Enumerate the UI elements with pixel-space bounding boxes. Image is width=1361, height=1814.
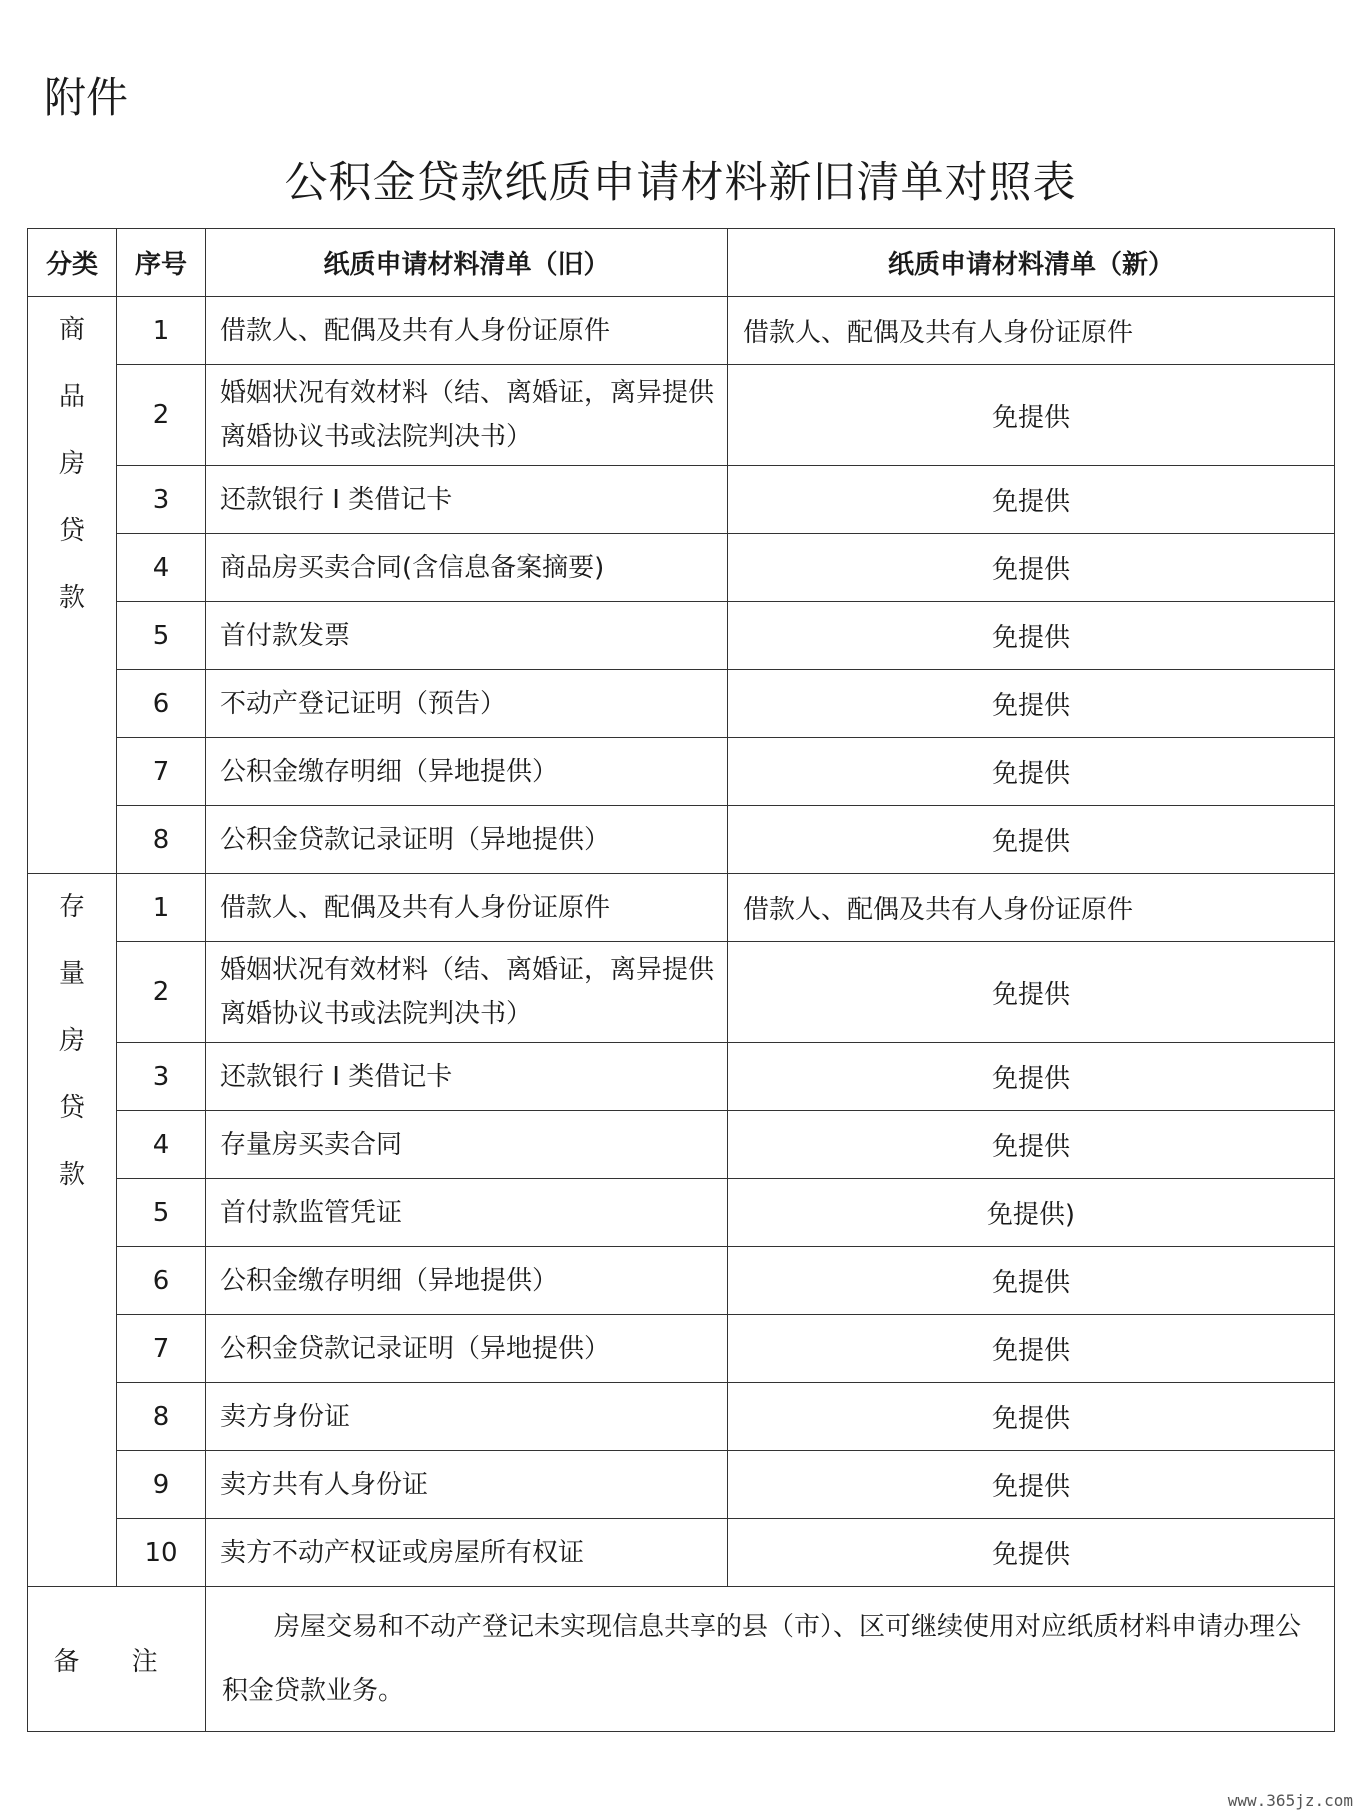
header-seq: 序号 (117, 229, 206, 297)
category-char: 存 (58, 892, 85, 922)
old-material-cell: 不动产登记证明（预告） (206, 670, 728, 738)
old-material-cell: 公积金贷款记录证明（异地提供） (206, 1315, 728, 1383)
category-char: 房 (58, 1026, 85, 1056)
header-old-list: 纸质申请材料清单（旧） (206, 229, 728, 297)
old-material-cell: 借款人、配偶及共有人身份证原件 (206, 874, 728, 942)
new-material-cell: 免提供 (728, 466, 1335, 534)
remark-label: 备 注 (28, 1587, 206, 1732)
new-material-cell: 免提供 (728, 1043, 1335, 1111)
old-material-cell: 卖方不动产权证或房屋所有权证 (206, 1519, 728, 1587)
seq-cell: 10 (117, 1519, 206, 1587)
seq-cell: 8 (117, 806, 206, 874)
seq-cell: 3 (117, 466, 206, 534)
old-material-cell: 首付款监管凭证 (206, 1179, 728, 1247)
seq-cell: 1 (117, 874, 206, 942)
remark-row (28, 1587, 1335, 1732)
table-row (28, 1179, 1335, 1247)
seq-cell: 7 (117, 1315, 206, 1383)
old-material-cell: 公积金缴存明细（异地提供） (206, 1247, 728, 1315)
table-row (28, 1315, 1335, 1383)
table-row (28, 942, 1335, 1043)
category-char: 量 (58, 959, 85, 989)
table-row (28, 1451, 1335, 1519)
table-row (28, 1247, 1335, 1315)
table-row (28, 738, 1335, 806)
seq-cell: 2 (117, 365, 206, 466)
new-material-cell: 免提供 (728, 534, 1335, 602)
table-header-row (28, 229, 1335, 297)
document-title: 公积金贷款纸质申请材料新旧清单对照表 (284, 158, 1077, 208)
new-material-cell: 免提供 (728, 1247, 1335, 1315)
table-row (28, 365, 1335, 466)
category-cell (28, 297, 117, 874)
table-row (28, 1043, 1335, 1111)
old-material-cell: 还款银行 I 类借记卡 (206, 466, 728, 534)
seq-cell: 5 (117, 1179, 206, 1247)
header-new-list: 纸质申请材料清单（新） (728, 229, 1335, 297)
new-material-cell: 免提供 (728, 365, 1335, 466)
new-material-cell: 免提供) (728, 1179, 1335, 1247)
watermark: www.365jz.com (1227, 1791, 1353, 1810)
table-row (28, 297, 1335, 365)
seq-cell: 4 (117, 534, 206, 602)
old-material-cell: 首付款发票 (206, 602, 728, 670)
old-material-cell: 存量房买卖合同 (206, 1111, 728, 1179)
new-material-cell: 借款人、配偶及共有人身份证原件 (728, 874, 1335, 942)
new-material-cell: 免提供 (728, 1315, 1335, 1383)
new-material-cell: 免提供 (728, 942, 1335, 1043)
category-char: 品 (58, 382, 85, 412)
header-category: 分类 (28, 229, 117, 297)
category-char: 贷 (58, 1093, 85, 1123)
old-material-cell: 卖方共有人身份证 (206, 1451, 728, 1519)
new-material-cell: 借款人、配偶及共有人身份证原件 (728, 297, 1335, 365)
table-row (28, 534, 1335, 602)
new-material-cell: 免提供 (728, 1111, 1335, 1179)
table-body (28, 297, 1335, 1587)
new-material-cell: 免提供 (728, 1451, 1335, 1519)
seq-cell: 6 (117, 1247, 206, 1315)
seq-cell: 1 (117, 297, 206, 365)
table-row (28, 874, 1335, 942)
category-char: 贷 (58, 516, 85, 546)
old-material-cell: 还款银行 I 类借记卡 (206, 1043, 728, 1111)
table-row (28, 602, 1335, 670)
old-material-cell: 借款人、配偶及共有人身份证原件 (206, 297, 728, 365)
category-char: 房 (58, 449, 85, 479)
category-cell (28, 874, 117, 1587)
old-material-cell: 公积金贷款记录证明（异地提供） (206, 806, 728, 874)
seq-cell: 2 (117, 942, 206, 1043)
category-char: 款 (58, 583, 85, 613)
category-char: 款 (58, 1160, 85, 1190)
table-row (28, 806, 1335, 874)
table-row (28, 1111, 1335, 1179)
old-material-cell: 婚姻状况有效材料（结、离婚证，离异提供离婚协议书或法院判决书） (206, 365, 728, 466)
old-material-cell: 公积金缴存明细（异地提供） (206, 738, 728, 806)
attachment-label: 附件 (44, 73, 129, 122)
seq-cell: 9 (117, 1451, 206, 1519)
old-material-cell: 婚姻状况有效材料（结、离婚证，离异提供离婚协议书或法院判决书） (206, 942, 728, 1043)
seq-cell: 5 (117, 602, 206, 670)
new-material-cell: 免提供 (728, 806, 1335, 874)
seq-cell: 8 (117, 1383, 206, 1451)
table-row (28, 466, 1335, 534)
seq-cell: 7 (117, 738, 206, 806)
old-material-cell: 卖方身份证 (206, 1383, 728, 1451)
new-material-cell: 免提供 (728, 1519, 1335, 1587)
new-material-cell: 免提供 (728, 1383, 1335, 1451)
remark-text: 房屋交易和不动产登记未实现信息共享的县（市）、区可继续使用对应纸质材料申请办理公积金贷款业务。 (206, 1587, 1335, 1732)
new-material-cell: 免提供 (728, 602, 1335, 670)
table-row (28, 670, 1335, 738)
seq-cell: 4 (117, 1111, 206, 1179)
comparison-table (27, 228, 1335, 1732)
new-material-cell: 免提供 (728, 738, 1335, 806)
new-material-cell: 免提供 (728, 670, 1335, 738)
category-char: 商 (58, 315, 85, 345)
table-row (28, 1519, 1335, 1587)
old-material-cell: 商品房买卖合同(含信息备案摘要) (206, 534, 728, 602)
table-row (28, 1383, 1335, 1451)
seq-cell: 6 (117, 670, 206, 738)
seq-cell: 3 (117, 1043, 206, 1111)
